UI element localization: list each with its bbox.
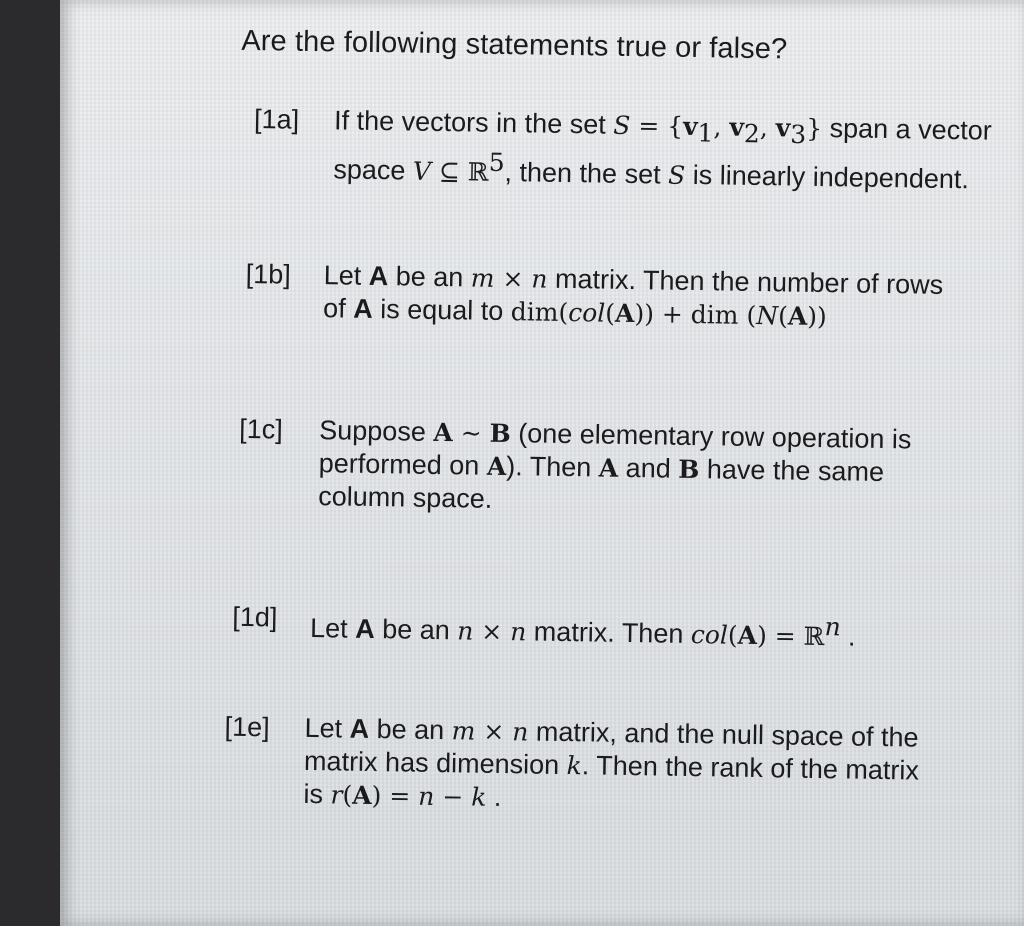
math-vector: v [775,113,791,143]
statement-text [303,712,919,821]
math-matrix: B [489,418,511,449]
math-sub: 2 [743,119,761,149]
text-run: . Then the rank of the matrix [581,750,920,786]
math-op: dim( [510,297,569,328]
math-var: n [512,717,529,747]
math-op: × [494,263,532,294]
text-run: matrix has dimension [303,745,567,781]
statement-label: [1e] [224,711,270,743]
statement-text [318,414,912,522]
text-run: be an [374,614,458,646]
math-matrix: A [787,301,808,331]
math-sup: n [824,612,841,642]
text-run: is linearly independent. [684,160,970,195]
math-matrix: A [598,453,619,483]
text-run: and [617,452,679,484]
math-op: ) = ℝ [756,621,825,652]
math-var: m [470,263,495,293]
math-op: × [473,616,511,647]
math-vector: v [682,111,698,142]
text-run: column space. [318,481,493,514]
math-var: n [509,617,527,647]
statement-text [323,259,943,335]
math-sup: 5 [488,148,505,178]
text-run: , then the set [504,157,669,190]
math-func: col [568,298,606,328]
text-run: be an [368,713,452,746]
math-op: } [806,113,823,143]
page-title: Are the following statements true or false? [241,24,788,66]
math-op: × [475,716,513,747]
text-run: Let [304,712,350,744]
statement-label: [1a] [253,104,300,135]
math-var: k [566,751,583,781]
text-run: Suppose [319,415,434,447]
math-func: r [330,780,343,810]
statement-line [310,602,856,654]
text-run: Let [309,613,356,644]
math-matrix: A [486,451,507,482]
text-run: Let [323,260,369,291]
statement-label: [1d] [232,601,278,633]
text-run: is equal to [372,293,512,327]
math-op: )) [807,301,828,332]
math-sub: 3 [790,119,807,150]
math-op: ) = [371,780,419,811]
math-matrix: A [737,620,758,651]
math-func: N [755,300,779,331]
text-run: is [303,778,331,810]
text-run: . [486,781,502,813]
statement-label: [1b] [245,258,291,290]
math-matrix: A [368,260,389,292]
math-var: S [613,110,631,140]
math-op: ( [605,298,616,328]
math-matrix: A [352,293,373,324]
math-op: )) + dim ( [634,299,757,330]
text-run: matrix. Then [526,616,692,649]
math-op: ( [777,301,789,331]
math-matrix: A [433,417,453,448]
text-run: be an [388,261,472,293]
statement-text [333,104,992,197]
statement-text [310,602,856,654]
math-func: col [690,619,729,650]
math-sub: 1 [697,118,714,148]
text-run: span a vector [821,112,992,146]
document-content [45,0,1023,926]
text-run: have the same [699,454,885,487]
math-var: m [451,716,476,746]
math-matrix: B [678,454,700,485]
math-op: ( [342,780,353,810]
text-run: . [840,621,856,652]
math-matrix: A [614,298,635,329]
text-run: (one elementary row operation is [510,418,912,455]
text-run: If the vectors in the set [333,105,614,140]
math-op: , [713,112,730,142]
math-op: , [759,113,777,143]
math-matrix: A [352,780,372,810]
math-op: ~ [452,418,490,448]
math-vector: v [729,112,745,142]
text-run: of [322,293,354,324]
math-var: n [418,781,435,811]
math-var: n [531,264,548,294]
math-op: ( [727,620,738,650]
math-op: = { [630,110,684,141]
monitor-screen [60,0,1024,926]
math-op: − [434,781,472,812]
statement-line [333,144,991,197]
math-var: n [457,616,474,646]
text-run: ). Then [505,451,600,483]
math-matrix: A [354,613,375,645]
text-run: matrix. Then the number of rows [547,263,944,300]
math-var: k [470,782,487,812]
text-run: performed on [318,448,488,481]
math-matrix: A [349,713,370,744]
statement-label: [1c] [239,413,284,445]
math-var: V [412,156,432,187]
text-run: space [333,154,414,186]
math-op: ⊆ ℝ [430,157,489,188]
math-var: S [667,160,686,191]
text-run: matrix, and the null space of the [528,716,919,753]
